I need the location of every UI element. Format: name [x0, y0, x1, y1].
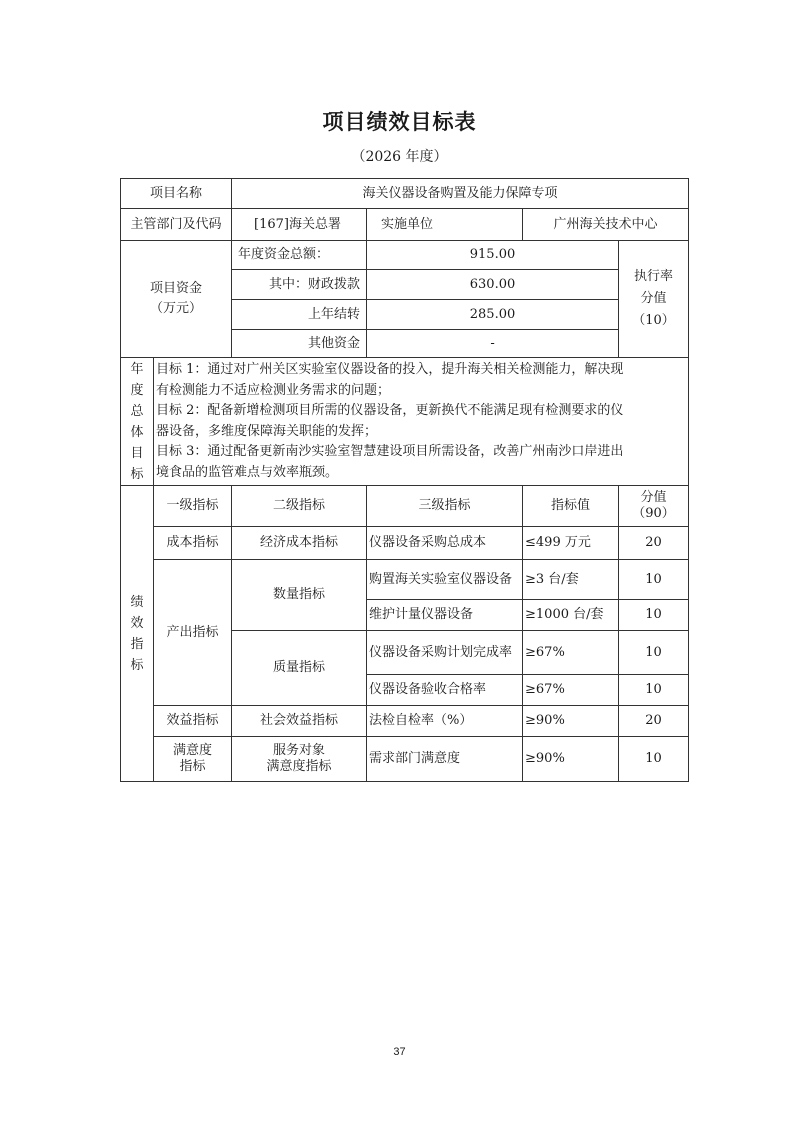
indicators-label-char: 绩: [130, 594, 144, 610]
benefit-value: ≥90%: [523, 706, 619, 737]
goal-line: 器设备，多维度保障海关职能的发挥；: [156, 423, 378, 439]
fiscal-year: （2026 年度）: [351, 149, 448, 165]
header-level1: 一级指标: [154, 486, 232, 527]
output-q1-l3: 购置海关实验室仪器设备: [367, 560, 523, 600]
funds-fiscal-value: 630.00: [367, 270, 619, 300]
unit-value: 广州海关技术中心: [523, 209, 689, 241]
indicator-header-row: [121, 486, 689, 527]
dept-value: [167]海关总署: [232, 209, 367, 241]
goal-line: 境食品的监管难点与效率瓶颈。: [156, 464, 339, 480]
funds-score-label-2: 分值: [640, 291, 667, 306]
funds-score-value: （10）: [632, 313, 675, 328]
benefit-score: 20: [619, 706, 689, 737]
cost-l1: 成本指标: [154, 527, 232, 560]
output-q3-score: 10: [619, 631, 689, 675]
output-q4-l3: 仪器设备验收合格率: [367, 675, 523, 706]
cost-value: ≤499 万元: [523, 527, 619, 560]
page-number: 37: [393, 1046, 406, 1058]
benefit-l3: 法检自检率（%）: [367, 706, 523, 737]
satisfaction-l2-line: 服务对象: [273, 743, 326, 758]
cost-score: 20: [619, 527, 689, 560]
output-q2-score: 10: [619, 600, 689, 631]
funds-fiscal-label: 其中：财政拨款: [232, 270, 367, 300]
goal-line: 目标 2：配备新增检测项目所需的仪器设备，更新换代不能满足现有检测要求的仪: [156, 403, 624, 418]
satisfaction-l1-line: 指标: [179, 759, 206, 774]
funds-carryover-label: 上年结转: [232, 300, 367, 330]
goals-label-char: 度: [130, 382, 144, 398]
indicators-label: [121, 486, 154, 782]
goals-label-char: 标: [130, 466, 144, 482]
satisfaction-l3: 需求部门满意度: [367, 737, 523, 782]
goals-label-char: 年: [130, 361, 144, 377]
output-q1-row: [121, 560, 689, 600]
satisfaction-l2-line: 满意度指标: [266, 759, 332, 774]
goal-line: 目标 1：通过对广州关区实验室仪器设备的投入，提升海关相关检测能力，解决现: [156, 362, 624, 377]
performance-table: [120, 178, 689, 782]
cost-row: [121, 527, 689, 560]
funds-total-value: 915.00: [367, 241, 619, 270]
output-q4-value: ≥67%: [523, 675, 619, 706]
funds-other-value: -: [367, 330, 619, 358]
cost-l3: 仪器设备采购总成本: [367, 527, 523, 560]
output-q2-value: ≥1000 台/套: [523, 600, 619, 631]
indicators-label-char: 指: [130, 636, 144, 652]
page-title: 项目绩效目标表: [322, 110, 477, 134]
header-score-label: 分值: [640, 490, 667, 505]
benefit-l2: 社会效益指标: [232, 706, 367, 737]
indicators-label-char: 效: [130, 615, 144, 631]
quality-label: 质量指标: [232, 631, 367, 706]
satisfaction-value: ≥90%: [523, 737, 619, 782]
funds-other-label: 其他资金: [232, 330, 367, 358]
satisfaction-score: 10: [619, 737, 689, 782]
funds-label-text: 项目资金: [150, 281, 203, 296]
funds-score-label-1: 执行率: [634, 269, 674, 284]
project-name-label: 项目名称: [121, 179, 232, 209]
output-q1-value: ≥3 台/套: [523, 560, 619, 600]
funds-total-row: [121, 241, 689, 270]
dept-label: 主管部门及代码: [121, 209, 232, 241]
funds-label: [121, 241, 232, 358]
satisfaction-row: [121, 737, 689, 782]
header-level3: 三级指标: [367, 486, 523, 527]
satisfaction-l2: [232, 737, 367, 782]
satisfaction-l1-line: 满意度: [173, 743, 213, 758]
goals-label-char: 体: [130, 424, 144, 440]
project-name-value: 海关仪器设备购置及能力保障专项: [232, 179, 689, 209]
header-value: 指标值: [523, 486, 619, 527]
header-level2: 二级指标: [232, 486, 367, 527]
benefit-row: [121, 706, 689, 737]
output-q4-score: 10: [619, 675, 689, 706]
goal-line: 目标 3：通过配备更新南沙实验室智慧建设项目所需设备，改善广州南沙口岸进出: [156, 444, 624, 459]
quantity-label: 数量指标: [232, 560, 367, 631]
goals-label: [121, 358, 154, 486]
cost-l2: 经济成本指标: [232, 527, 367, 560]
funds-total-label: 年度资金总额：: [232, 241, 367, 270]
project-name-row: [121, 179, 689, 209]
output-q3-value: ≥67%: [523, 631, 619, 675]
benefit-l1: 效益指标: [154, 706, 232, 737]
funds-label-unit: （万元）: [150, 301, 203, 316]
output-q2-l3: 维护计量仪器设备: [367, 600, 523, 631]
goals-row: [121, 358, 689, 486]
goal-line: 有检测能力不适应检测业务需求的问题；: [156, 382, 391, 398]
output-l1: 产出指标: [154, 560, 232, 706]
output-q1-score: 10: [619, 560, 689, 600]
satisfaction-l1: [154, 737, 232, 782]
goals-label-char: 目: [130, 445, 144, 461]
unit-label: 实施单位: [367, 209, 523, 241]
dept-row: [121, 209, 689, 241]
funds-carryover-value: 285.00: [367, 300, 619, 330]
header-score-total: （90）: [632, 506, 675, 521]
header-score: [619, 486, 689, 527]
funds-score: [619, 241, 689, 358]
output-q3-l3: 仪器设备采购计划完成率: [367, 631, 523, 675]
goals-text: [154, 358, 689, 486]
indicators-label-char: 标: [130, 657, 144, 673]
goals-label-char: 总: [130, 403, 144, 419]
